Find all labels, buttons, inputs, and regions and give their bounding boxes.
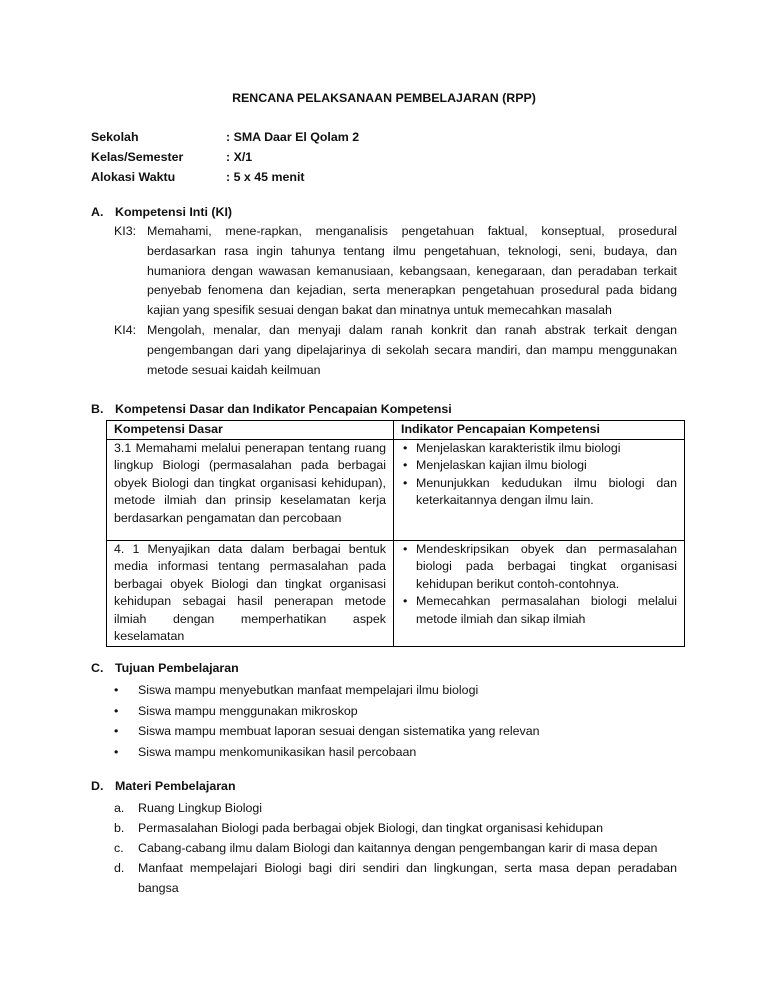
table-row xyxy=(107,540,685,646)
section-letter: D. xyxy=(91,779,104,793)
list-marker: c. xyxy=(114,841,124,855)
section-title: Kompetensi Dasar dan Indikator Pencapaian Kompetensi xyxy=(115,402,452,416)
document-title: RENCANA PELAKSANAAN PEMBELAJARAN (RPP) xyxy=(232,91,536,105)
identity-value: : X/1 xyxy=(226,150,253,164)
kd-cell: 4. 1 Menyajikan data dalam berbagai bentuk media informasi tentang permasalahan pada berbagai obyek Biologi dan tingkat organisasi kehidupan sebagai hasil penerapan metode ilmiah dengan memperhatikan aspek keselamatan xyxy=(107,540,394,646)
bullet-icon: • xyxy=(403,541,408,556)
table-row xyxy=(107,439,685,540)
list-item xyxy=(403,475,677,510)
ki-text: Memahami, mene-rapkan, menganalisis pengetahuan faktual, konseptual, prosedural berdasarkan rasa ingin tahunya tentang ilmu pengetahuan, teknologi, seni, budaya, dan humaniora dengan wawasan kemanusiaan, kebangsaan, kenegaraan, dan peradaban terkait penyebab fenomena dan kejadian, serta menerapkan pengetahuan prosedural pada bidang kajian yang spesifik sesuai dengan bakat dan minatnya untuk memecahkan masalah xyxy=(147,224,677,318)
list-item xyxy=(114,742,540,763)
identity-row-class xyxy=(91,147,359,167)
goal-text: Siswa mampu menkomunikasikan hasil percobaan xyxy=(138,744,417,759)
list-item xyxy=(114,798,677,818)
list-item xyxy=(114,858,677,898)
ki-label: KI4: xyxy=(114,323,137,337)
competency-table xyxy=(106,420,685,647)
indicator-text: Menunjukkan kedudukan ilmu biologi dan keterkaitannya dengan ilmu lain. xyxy=(416,475,677,507)
ki-text: Mengolah, menalar, dan menyaji dalam ranah konkrit dan ranah abstrak terkait dengan pengembangan dari yang dipelajarinya di sekolah secara mandiri, dan mampu menggunakan metode sesuai kaidah keilmuan xyxy=(147,323,677,377)
bullet-icon: • xyxy=(403,475,408,490)
indicator-text: Mendeskripsikan obyek dan permasalahan biologi pada berbagai tingkat organisasi kehidupan berikut contoh-contohnya. xyxy=(416,541,677,591)
identity-key: Kelas/Semester xyxy=(91,150,184,164)
indicator-cell xyxy=(394,540,685,646)
bullet-icon: • xyxy=(114,744,119,759)
kd-cell: 3.1 Memahami melalui penerapan tentang ruang lingkup Biologi (permasalahan pada berbagai obyek Biologi dan tingkat organisasi kehidupan), metode ilmiah dan prinsip keselamatan kerja berdasarkan pengamatan dan percobaan xyxy=(107,439,394,540)
list-marker: d. xyxy=(114,861,125,875)
bullet-icon: • xyxy=(114,683,119,697)
indicator-cell xyxy=(394,439,685,540)
material-text: Manfaat mempelajari Biologi bagi diri sendiri dan lingkungan, serta masa depan peradaban bangsa xyxy=(138,861,677,895)
identity-block xyxy=(91,127,359,187)
bullet-icon: • xyxy=(403,458,408,472)
identity-row-time xyxy=(91,167,359,187)
section-title: Tujuan Pembelajaran xyxy=(115,661,239,675)
ki3-item xyxy=(114,222,677,321)
identity-row-school xyxy=(91,127,359,147)
indicator-list xyxy=(401,440,677,510)
material-list xyxy=(114,798,677,898)
section-letter: B. xyxy=(91,402,104,416)
goal-list xyxy=(114,680,540,762)
indicator-text: Menjelaskan karakteristik ilmu biologi xyxy=(416,440,621,455)
bullet-icon: • xyxy=(403,594,408,608)
material-text: Permasalahan Biologi pada berbagai objek Biologi, dan tingkat organisasi kehidupan xyxy=(138,821,603,835)
section-title: Materi Pembelajaran xyxy=(115,779,236,793)
ki4-item xyxy=(114,321,677,380)
section-c-heading xyxy=(91,661,239,675)
bullet-icon: • xyxy=(403,440,408,455)
section-d-heading xyxy=(91,779,236,793)
material-text: Ruang Lingkup Biologi xyxy=(138,801,262,815)
column-header: Kompetensi Dasar xyxy=(107,421,394,440)
goal-text: Siswa mampu menyebutkan manfaat mempelajari ilmu biologi xyxy=(138,683,479,697)
list-marker: b. xyxy=(114,821,125,835)
section-title: Kompetensi Inti (KI) xyxy=(115,205,233,219)
list-marker: a. xyxy=(114,801,125,815)
list-item xyxy=(403,457,677,475)
section-a-heading xyxy=(91,205,232,219)
indicator-list xyxy=(401,541,677,629)
identity-value: : SMA Daar El Qolam 2 xyxy=(226,130,360,144)
section-b-heading xyxy=(91,402,452,416)
list-item xyxy=(114,701,540,722)
section-letter: A. xyxy=(91,205,104,219)
goal-text: Siswa mampu menggunakan mikroskop xyxy=(138,703,358,718)
list-item xyxy=(114,721,540,742)
ki-label: KI3: xyxy=(114,224,137,238)
list-item xyxy=(114,818,677,838)
list-item xyxy=(403,440,677,458)
section-letter: C. xyxy=(91,661,104,675)
material-text: Cabang-cabang ilmu dalam Biologi dan kaitannya dengan pengembangan karir di masa depan xyxy=(138,841,658,855)
bullet-icon: • xyxy=(114,703,119,718)
identity-key: Sekolah xyxy=(91,130,139,144)
identity-value: : 5 x 45 menit xyxy=(226,170,305,184)
goal-text: Siswa mampu membuat laporan sesuai dengan sistematika yang relevan xyxy=(138,724,540,738)
table-header-row xyxy=(107,421,685,440)
list-item xyxy=(114,838,677,858)
bullet-icon: • xyxy=(114,724,119,738)
list-item xyxy=(114,680,540,701)
indicator-text: Menjelaskan kajian ilmu biologi xyxy=(416,458,587,472)
list-item xyxy=(403,593,677,628)
identity-key: Alokasi Waktu xyxy=(91,170,176,184)
column-header: Indikator Pencapaian Kompetensi xyxy=(394,421,685,440)
indicator-text: Memecahkan permasalahan biologi melalui metode ilmiah dan sikap ilmiah xyxy=(416,594,677,626)
list-item xyxy=(403,541,677,594)
